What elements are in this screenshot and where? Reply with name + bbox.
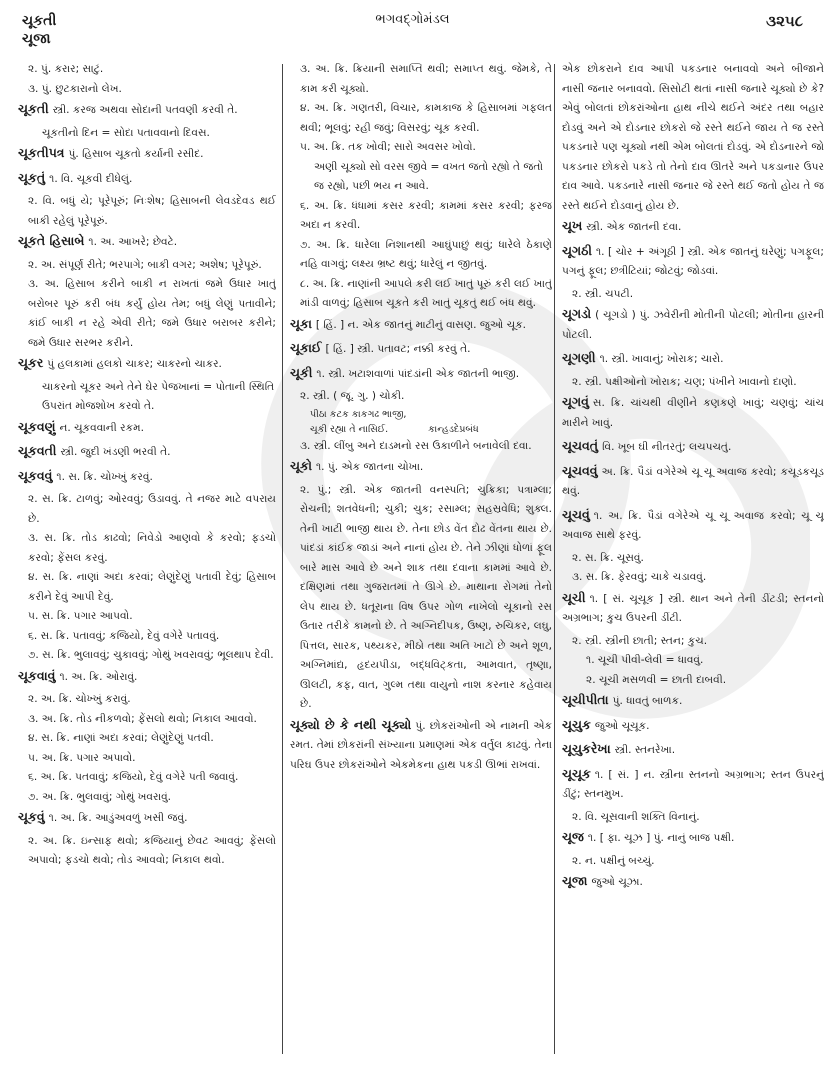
page-header <box>22 6 803 46</box>
dictionary-entry <box>562 827 824 849</box>
headword: ચૂગઠી <box>562 242 592 258</box>
sense-definition: ૪. અ. ક્રિ. ગણતરી, વિચાર, કામકાજ કે હિસાબમાં ગફલત થવી; ભૂલવું; રહી જવું; વિસરવું; ચૂક કરવી. <box>300 102 552 134</box>
headword: ચૂકા <box>290 315 312 331</box>
sense-definition: ૨. વિ. ચૂસવાની શક્તિ વિનાનું. <box>572 810 700 823</box>
headword: ચૂચવતું <box>562 438 599 453</box>
dictionary-entry <box>18 807 276 829</box>
headword: ચૂકર <box>18 355 44 370</box>
guide-word-last: ચૂજા <box>22 31 51 47</box>
dictionary-entry <box>290 715 552 776</box>
definition: ૧. સ્ત્રી. ખટાશવાળાં પાંદડાંની એક જાતની ભાજી. <box>316 367 520 380</box>
dictionary-entry <box>562 871 824 893</box>
sense-definition: ૬. અ. ક્રિ. ધંધામાં કસર કરવી; કામમાં કસર કરવી; ફરજ અદા ન કરવી. <box>300 199 552 231</box>
sense-definition: ૩. અ. ક્રિ. તોડ નીકળવો; ફેંસલો થવો; નિકાલ આવવો. <box>28 712 257 725</box>
dictionary-entry <box>18 231 276 253</box>
headword: ચૂકાઈ <box>290 340 322 355</box>
sense-definition: ૫. સ. ક્રિ. પગાર આપવો. <box>28 610 133 622</box>
headword: ચૂગવું <box>562 394 589 409</box>
sense-definition: ૨. અ. ક્રિ. ચોખ્ખું કરાવું. <box>28 693 131 705</box>
definition: સ્ત્રી. કરજ અથવા સોદાની પતવણી કરવી તે. <box>52 104 238 116</box>
dictionary-entry <box>290 363 552 385</box>
book-title: ભગવદ્ગોમંડલ <box>375 12 450 27</box>
definition: સ્ત્રી. એક જાતની દવા. <box>586 221 682 233</box>
sense-definition: ૨. પું. કરાર; સાટું. <box>28 63 104 75</box>
headword: ચૂકવાવું <box>18 667 56 683</box>
dictionary-entry <box>18 466 276 488</box>
sense-definition: ૭. સ. ક્રિ. ભુલાવવું; ચુકાવવું; ગોથું ખવરાવવું; ભૂલથાપ દેવી. <box>28 649 274 661</box>
definition: પું. છોકરાંઓની એ નામની એક રમત. તેમાં છોકરાંની સંખ્યાના પ્રમાણમાં એક વર્તુલ કાઢવું. તેના પરિઘ ઉપર છોકરાંઓને એકમેકના હાથ પકડી ઊભાં રાખવાં. <box>290 719 552 771</box>
idiom-example: અણી ચૂક્યો સો વરસ જીવે = વખત જતો રહ્યો તે જતો જ રહ્યો, પછી ભય ન આવે. <box>314 160 544 192</box>
definition: ૧. [ ચોર + અંગૂઠી ] સ્ત્રી. એક જાતનું ઘરેણું; પગફૂલ; પગનું ફૂલ; છત્રીટિયાં; જોટવું; જોડવાં. <box>562 245 824 277</box>
sense-definition: ૨. સ્ત્રી. સ્ત્રીની છાતી; સ્તન; કુચ. <box>572 634 708 647</box>
dictionary-entry <box>562 739 824 761</box>
headword: ચૂચી <box>562 589 586 605</box>
sense-definition: ૩. સ. ક્રિ. તોડ કાઢવો; નિવેડો આણવો કે કરવો; ફડચો કરવો; ફેંસલ કરવું. <box>28 532 276 564</box>
definition: ન. ચૂકવવાની રકમ. <box>59 421 144 434</box>
definition: સ્ત્રી. જુદી ખંડણી ભરવી તે. <box>60 446 171 458</box>
headword: ચૂકવું <box>18 809 45 824</box>
dictionary-entry <box>18 441 276 463</box>
verse-line: પીઠા કટક કાકગઢ ભાજી, <box>310 408 407 420</box>
dictionary-entry <box>562 216 824 238</box>
headword: ચૂખ <box>562 218 583 233</box>
verse-line-wrap <box>310 422 552 437</box>
idiom-example: ૧. ચૂચી પીવી-લેવી = ધાવવું. <box>586 654 704 666</box>
sense-definition: ૩. અ. હિસાબ કરીને બાકી ન રાખતાં જમે ઉધાર ખાતું બરોબર પૂરું કરી બંધ કર્યું હોય તેમ; બધું લેણું પતાવીને; કાંઈ બાકી ન રહે એવી રીતે; જમે ઉધાર બરાબર કરીને; જમે ઉધાર સરભર કરીને. <box>28 278 276 349</box>
dictionary-entry <box>18 99 276 121</box>
definition: ૧. [ ફા. ચૂઝ ] પું. નાનું બાજ પક્ષી. <box>587 832 735 844</box>
definition: સ્ત્રી. સ્તનરેખા. <box>614 744 676 756</box>
definition: [ હિં. ] ન. એક જાતનું માટીનું વાસણ. જુઓ ચૂક. <box>315 318 527 331</box>
dictionary-entry <box>562 348 824 370</box>
definition: ૧. અ. આખરે; છેવટે. <box>88 236 178 248</box>
dictionary-entry <box>562 392 824 433</box>
dictionary-entry <box>290 456 552 478</box>
dictionary-entry <box>562 461 824 502</box>
column-3 <box>562 60 824 1080</box>
dictionary-entry <box>18 143 276 165</box>
sense-definition: ૨. અ. ક્રિ. ઇન્સાફ થવો; કજિયાનું છેવટ આવવું; ફેંસલો અપાવો; ફડચો થવો; તોડ આવવો; નિકાલ થવો. <box>28 834 276 866</box>
sense-definition: ૨. સ્ત્રી. ( જૂ. ગુ. ) ચોકી. <box>300 390 405 402</box>
definition: ૧. પું. એક જાતના ચોખા. <box>315 461 424 473</box>
column-2 <box>290 60 552 1080</box>
guide-word-first: ચૂકતી <box>22 13 57 29</box>
definition: ૧. [ સં. ] ન. સ્ત્રીના સ્તનનો અગ્રભાગ; સ્તન ઉપરનું ડીંટું; સ્તનમુખ. <box>562 768 824 800</box>
idiom-example: ચાકરનો ચૂકર અને તેને ઘેર પેજખાનાં = પોતાની સ્થિતિ ઉપરાંત મોજશોખ કરવો તે. <box>42 380 275 412</box>
dictionary-entry <box>562 436 824 458</box>
headword: ચૂકવણું <box>18 418 56 434</box>
definition: પું. હિસાબ ચૂકતો કર્યાની રસીદ. <box>68 148 204 160</box>
headword: ચૂચીપીતા <box>562 692 609 707</box>
dictionary-entry <box>562 505 824 546</box>
sense-definition: ૨. સ. ક્રિ. ટાળવું; ઓરવવું; ઉડાવવું. તે નજર માટે વપરાય છે. <box>28 493 276 525</box>
dictionary-entry <box>18 353 276 375</box>
dictionary-entry <box>290 314 552 336</box>
headword: ચૂચવું <box>562 506 590 522</box>
definition: અ. ક્રિ. પૈડાં વગેરેએ ચૂ ચૂ અવાજ કરવો; કચૂડકચૂડ થવું. <box>562 465 824 497</box>
definition: વિ. ખૂબ ઘી નીતરતું; લચપચતું. <box>602 441 732 453</box>
column-divider <box>282 64 283 1054</box>
headword: ચૂગડો <box>562 306 592 321</box>
definition: જુઓ ચૂઝા. <box>591 876 643 888</box>
definition: ૧. [ સં. ચૂચૂક ] સ્ત્રી. થાન અને તેની ડીંટડી; સ્તનનો અગ્રભાગ; કુચ ઉપરની ડીંટી. <box>562 592 824 624</box>
dictionary-entry <box>562 241 824 282</box>
headword: ચૂકતીપત્ર <box>18 145 65 160</box>
headword: ચૂક્યો છે કે નથી ચૂક્યો <box>290 716 412 732</box>
headword: ચૂકતે હિસાબે <box>18 233 85 248</box>
sense-definition: ૩. પું. છુટકારાનો લેખ. <box>28 82 122 95</box>
headword: ચૂચવવું <box>562 462 598 478</box>
verse-citation <box>290 407 552 437</box>
sense-definition: ૩. સ. ક્રિ. ફેરવવું; ચાકે ચડાવવું. <box>572 571 707 583</box>
definition: ( ચૂગડો ) પું. ઝવેરીની મોતીની પોટલી; મોતીના હારની પોટલી. <box>562 309 824 341</box>
sense-definition: ૨. ન. પક્ષીનું બચ્ચું. <box>572 854 655 867</box>
headword: ચૂકી <box>290 364 313 380</box>
headword: ચૂકતું <box>18 169 46 185</box>
idiom-example: ચૂકતીનો દિન = સોદા પતાવવાનો દિવસ. <box>42 126 210 139</box>
sense-definition: ૨. સ્ત્રી. ચપટી. <box>572 287 634 300</box>
column-divider <box>554 64 555 1054</box>
headword: ચૂકો <box>290 458 312 473</box>
headword: ચૂગણી <box>562 350 596 365</box>
idiom-example: ૨. ચૂચી મસળવી = છાતી દાબવી. <box>586 673 727 686</box>
headword: ચૂચુક <box>562 716 591 732</box>
sense-definition: ૮. અ. ક્રિ. નાણાંની આપલે કરી લઈ ખાતું પૂરું કરી લઈ ખાતું માંડી વાળવું; હિસાબ ચૂકતે કરી ખાતું ચૂકતું થઈ બંધ થવું. <box>300 277 552 309</box>
dictionary-entry <box>290 338 552 360</box>
sense-definition: ૨. સ. ક્રિ. ચૂસવું. <box>572 551 644 564</box>
headword: ચૂકતી <box>18 101 49 116</box>
sense-definition: ૬. સ. ક્રિ. પતાવવું; કજિયો, દેવું વગેરે પતાવવું. <box>28 629 220 642</box>
definition: પું. ધાવતું બાળક. <box>612 695 683 707</box>
definition: સ. ક્રિ. ચાંચથી વીણીને કણકણે ખાવું; ચણવું; ચાંચ મારીને ખાવું. <box>562 397 824 429</box>
dictionary-columns <box>18 60 824 1080</box>
headword: ચૂચુકરેખા <box>562 741 611 756</box>
column-1 <box>18 60 276 1080</box>
sense-definition: ૪. સ. ક્રિ. નાણાં અદા કરવાં; લેણુંદેણું પતવી. <box>28 732 214 744</box>
sense-definition: ૩. સ્ત્રી. લીંબુ અને દાડમનો રસ ઉકાળીને બનાવેલી દવા. <box>300 439 532 452</box>
headword: ચૂજા <box>562 873 588 888</box>
definition: ૧. અ. ક્રિ. આડુંઅવળું ખસી જવું. <box>48 812 188 824</box>
sense-definition: ૪. સ. ક્રિ. નાણાં અદા કરવાં; લેણુંદેણું પતાવી દેવું; હિસાબ કરીને દેવું આપી દેવું. <box>28 571 276 603</box>
dictionary-entry <box>18 168 276 190</box>
sense-definition: ૨. પું.; સ્ત્રી. એક જાતની વનસ્પતિ; ચુક્રિકા; પત્રામ્લા; રોચની; શતવેધની; ચુકી; ચુક; રસામ્લ; સહસ્રવેધિ; શુક્લ. તેની ખાટી ભાજી થાય છે. તેના છોડ વેંત દોઢ વેંતના થાય છે. પાંદડાં કાંઈક જાડાં અને નાનાં હોય છે. તેને ઝીણાં ધોળાં ફૂલ બારે માસ આવે છે અને શાક તથા દવાના કામમાં આવે છે. દક્ષિણમાં તથા ગુજરાતમાં તે ઊગે છે. માથાના રોગમાં તેનો લેપ થાય છે. ધતૂરાના વિષ ઉપર ગોળ નાખેલો ચૂકાનો રસ ઉતાર તરીકે કામનો છે. તે અગ્નિદીપક, ઉષ્ણ, રુચિકર, લઘુ, પિત્તલ, સારક, પથ્યકર, મીઠો તથા અતિ ખાટો છે અને શૂળ, અગ્નિમાંદ્ય, હૃદયપીડા, બદ્ધવિટ્કતા, આમવાત, તૃષ્ણા, ઊલટી, કફ, વાત, ગુલ્મ તથા વાયુનો નાશ કરનાર કહેવાય છે. <box>300 483 552 710</box>
dictionary-entry <box>562 690 824 712</box>
verse-source: કાન્હડદેપ્રબંધ <box>428 423 479 435</box>
definition: ૧. અ. ક્રિ. પૈડાં વગેરેએ ચૂ ચૂ અવાજ કરવો; ચૂ ચૂ અવાજ સાથે ફરવું. <box>562 509 824 541</box>
dictionary-entry <box>18 417 276 439</box>
headword: ચૂજ <box>562 829 584 844</box>
sense-definition: ૨. વિ. બધું યે; પૂરેપૂરું; નિઃશેષ; હિસાબની લેવડદેવડ થઈ બાકી રહેલું પૂરેપૂરું. <box>28 195 276 227</box>
headword: ચૂકવતી <box>18 443 57 458</box>
definition: પું હલકામાં હલકો ચાકર; ચાકરનો ચાકર. <box>47 358 222 370</box>
dictionary-entry <box>562 588 824 629</box>
definition: ૧. વિ. ચૂકવી દીધેલું. <box>49 172 133 185</box>
dictionary-entry <box>562 764 824 805</box>
sense-definition: ૨. સ્ત્રી. પક્ષીઓનો ખોરાક; ચણ; પંખીને ખાવાનો દાણો. <box>572 375 797 388</box>
page-number: ૩૨૫૮ <box>766 12 803 30</box>
definition: ૧. સ. ક્રિ. ચોખ્ખું કરવું. <box>56 470 153 483</box>
sense-definition: ૭. અ. ક્રિ. ભુલવાવું; ગોથું ખવરાવું. <box>28 790 172 803</box>
dictionary-entry <box>562 304 824 345</box>
definition: [ હિં. ] સ્ત્રી. પતાવટ; નક્કી કરવું તે. <box>325 343 471 355</box>
sense-definition: ૩. અ. ક્રિ. ક્રિયાની સમાપ્તિ થવી; સમાપ્ત થવું. જેમકે, તે કામ કરી ચૂક્યો. <box>300 63 552 95</box>
definition: ૧. સ્ત્રી. ખાવાનું; ખોરાક; ચારો. <box>599 353 724 365</box>
sense-definition: ૬. અ. ક્રિ. પતવાવું; કજિયો, દેવું વગેરે પતી જવાવું. <box>28 771 239 783</box>
verse-line: ચૂકી રહ્યા તે નાસિઈ. <box>310 423 389 435</box>
continued-definition: એક છોકરાને દાવ આપી પકડનાર બનાવવો અને બીજાને નાસી જનાર બનાવવો. સિસોટી થતાં નાસી જનારે ચૂક્યો છે કે? એવું બોલતાં છોકરાંઓના હાથ નીચે થઈને અંદર તથા બહાર દોડવું અને એ દોડનાર છોકરો જે રસ્તે થઈને જાય તે જ રસ્તે પકડનારે પણ ચૂક્યો નથી એમ બોલતાં દોડવું. એ દોડનારને જો પકડનાર છોકરો પકડે તો તેનો દાવ ઊતરે અને પકડાનાર ઉપર દાવ આવે. પકડનારે નાસી જનાર જે રસ્તે થઈ જતો હોય તે જ રસ્તે થઈને દોડવાનું હોય છે. <box>562 63 824 212</box>
sense-definition: ૭. અ. ક્રિ. ધારેલા નિશાનથી આઘુંપાછું થવું; ધારેલે ઠેકાણે નહિ વાગવું; લક્ષ્ય ભ્રષ્ટ થવું; ધારેલું ન જીતવું. <box>300 238 552 270</box>
headword: ચૂકવવું <box>18 467 53 483</box>
definition: જુઓ ચૂચૂક. <box>594 719 650 732</box>
dictionary-entry <box>562 715 824 737</box>
sense-definition: ૫. અ. ક્રિ. તક ખોવી; સારો અવસર ખોવો. <box>300 141 476 153</box>
headword: ચૂચૂક <box>562 765 591 781</box>
definition: ૧. અ. ક્રિ. ઓરાવું. <box>59 670 138 683</box>
sense-definition: ૫. અ. ક્રિ. પગાર અપાવો. <box>28 751 136 764</box>
dictionary-entry <box>18 666 276 688</box>
sense-definition: ૨. અ. સંપૂર્ણ રીતે; ભરપાગે; બાકી વગર; અશેષ; પૂરેપૂરું. <box>28 258 262 271</box>
